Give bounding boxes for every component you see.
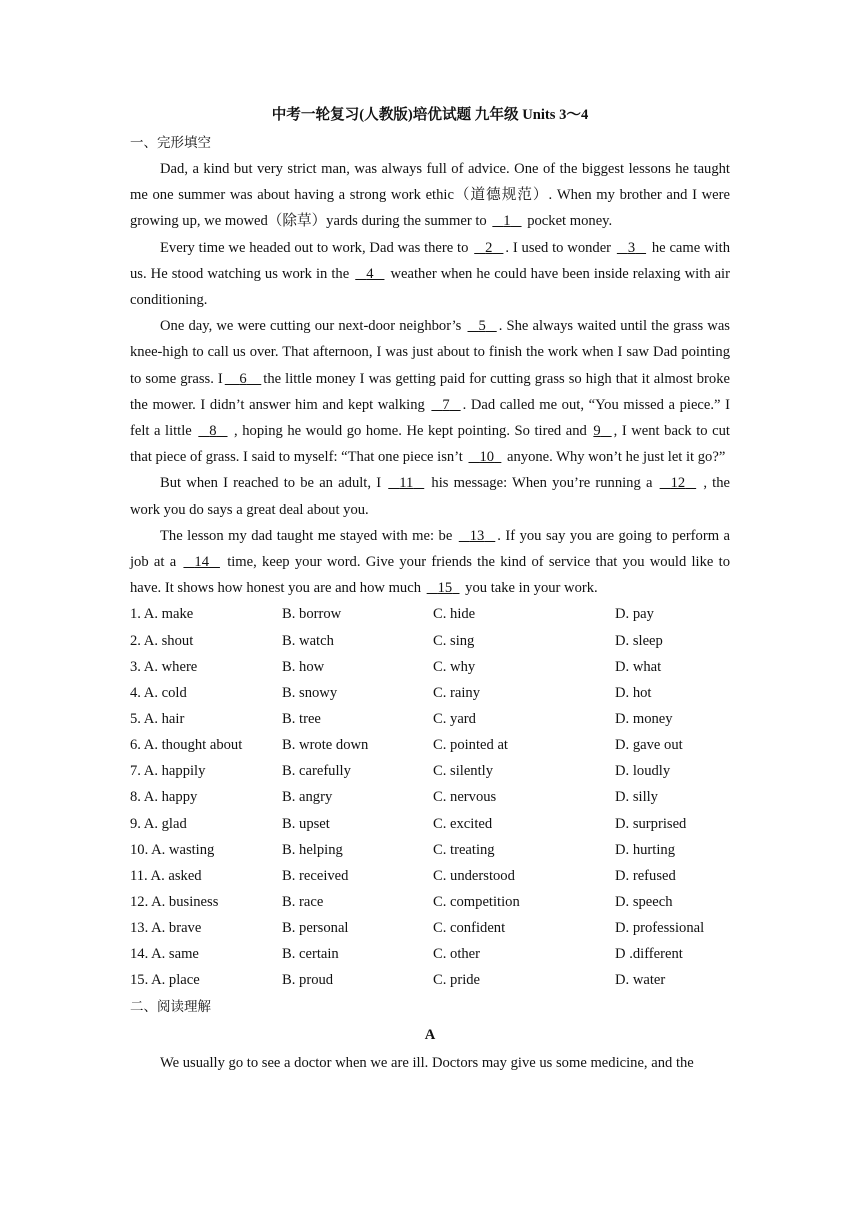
- option-15-c[interactable]: C. pride: [433, 972, 481, 989]
- blank-15[interactable]: 15: [437, 580, 453, 597]
- blank-13[interactable]: 13: [469, 527, 485, 544]
- blank-9[interactable]: 9: [593, 423, 601, 440]
- option-2-d[interactable]: D. sleep: [615, 632, 663, 649]
- blank-14[interactable]: 14: [194, 554, 209, 571]
- blank-2[interactable]: 2: [485, 239, 493, 256]
- blank-7[interactable]: 7: [442, 396, 450, 413]
- option-5-b[interactable]: B. tree: [282, 711, 321, 728]
- option-5-c[interactable]: C. yard: [433, 711, 476, 728]
- answer-options: [130, 601, 730, 993]
- option-4-d[interactable]: D. hot: [615, 684, 652, 701]
- blank-6[interactable]: 6: [239, 370, 247, 387]
- option-8-a[interactable]: 8. A. happy: [130, 789, 198, 806]
- option-8-c[interactable]: C. nervous: [433, 789, 497, 806]
- option-13-b[interactable]: B. personal: [282, 920, 349, 937]
- option-9-c[interactable]: C. excited: [433, 815, 493, 832]
- option-15-a[interactable]: 15. A. place: [130, 972, 200, 989]
- option-row: [130, 732, 730, 758]
- option-10-a[interactable]: 10. A. wasting: [130, 841, 215, 858]
- option-14-b[interactable]: B. certain: [282, 946, 339, 963]
- option-11-b[interactable]: B. received: [282, 867, 349, 884]
- option-10-b[interactable]: B. helping: [282, 841, 343, 858]
- option-6-a[interactable]: 6. A. thought about: [130, 737, 243, 754]
- passage-label: A: [424, 1026, 436, 1043]
- option-6-d[interactable]: D. gave out: [615, 737, 683, 754]
- option-7-d[interactable]: D. loudly: [615, 763, 671, 780]
- option-12-d[interactable]: D. speech: [615, 894, 673, 910]
- option-2-c[interactable]: C. sing: [433, 632, 475, 649]
- option-5-d[interactable]: D. money: [615, 711, 673, 728]
- paragraph-4: But when I reached to be an adult, I 11 his message: When you’re running a 12 , the work you do says a great deal about you.: [130, 470, 730, 522]
- option-row: [130, 967, 730, 993]
- blank-12[interactable]: 12: [670, 475, 686, 492]
- blank-4[interactable]: 4: [366, 265, 374, 282]
- option-14-d[interactable]: D .different: [615, 946, 683, 963]
- blank-3[interactable]: 3: [627, 239, 636, 256]
- option-7-c[interactable]: C. silently: [433, 763, 493, 780]
- option-8-b[interactable]: B. angry: [282, 789, 333, 806]
- option-13-d[interactable]: D. professional: [615, 920, 705, 937]
- option-4-a[interactable]: 4. A. cold: [130, 684, 187, 701]
- option-13-a[interactable]: 13. A. brave: [130, 920, 202, 937]
- option-5-a[interactable]: 5. A. hair: [130, 711, 185, 728]
- option-12-c[interactable]: C. competition: [433, 894, 520, 910]
- option-9-d[interactable]: D. surprised: [615, 815, 687, 832]
- paragraph-5: The lesson my dad taught me stayed with me: be 13 . If you say you are going to perform a job at a 14 time, keep your word. Give your friends the kind of service that you would like to have. It shows how honest you are and how much 15 you take in your work.: [130, 523, 730, 602]
- option-row: [130, 941, 730, 967]
- section-heading-reading: 二、阅读理解: [130, 998, 211, 1015]
- document-body: [130, 104, 730, 1076]
- option-row: [130, 837, 730, 863]
- option-11-a[interactable]: 11. A. asked: [130, 867, 202, 884]
- blank-10[interactable]: 10: [479, 449, 495, 466]
- option-4-c[interactable]: C. rainy: [433, 684, 481, 701]
- option-1-b[interactable]: B. borrow: [282, 606, 342, 623]
- option-15-b[interactable]: B. proud: [282, 972, 334, 989]
- option-7-a[interactable]: 7. A. happily: [130, 763, 206, 780]
- option-row: [130, 680, 730, 706]
- blank-1[interactable]: 1: [503, 213, 511, 230]
- option-14-c[interactable]: C. other: [433, 946, 481, 963]
- paragraph-reading-a: We usually go to see a doctor when we are ill. Doctors may give us some medicine, and the: [160, 1054, 694, 1071]
- option-4-b[interactable]: B. snowy: [282, 684, 338, 701]
- option-12-a[interactable]: 12. A. business: [130, 894, 219, 910]
- blank-8[interactable]: 8: [209, 423, 217, 440]
- option-8-d[interactable]: D. silly: [615, 789, 658, 806]
- paragraph-1: Dad, a kind but very strict man, was always full of advice. One of the biggest lessons he taught me one summer was about having a strong work ethic（道德规范）. When my brother and I were growing up, we mowed（除草）yards during the summer to 1 pocket money.: [130, 156, 730, 235]
- option-3-b[interactable]: B. how: [282, 658, 325, 675]
- option-1-c[interactable]: C. hide: [433, 606, 476, 623]
- option-3-a[interactable]: 3. A. where: [130, 658, 198, 675]
- option-3-c[interactable]: C. why: [433, 658, 476, 675]
- option-9-a[interactable]: 9. A. glad: [130, 815, 187, 832]
- option-15-d[interactable]: D. water: [615, 972, 666, 989]
- page-title: 中考一轮复习(人教版)培优试题 九年级 Units 3～4: [271, 107, 589, 123]
- paragraph-2: Every time we headed out to work, Dad was there to 2 . I used to wonder 3 he came with us. He stood watching us work in the 4 weather when he could have been inside relaxing with air conditioning.: [130, 235, 730, 314]
- option-row: [130, 706, 730, 732]
- blank-11[interactable]: 11: [399, 475, 414, 492]
- option-9-b[interactable]: B. upset: [282, 815, 330, 832]
- option-row: [130, 628, 730, 654]
- option-10-d[interactable]: D. hurting: [615, 841, 675, 858]
- option-13-c[interactable]: C. confident: [433, 920, 506, 937]
- option-6-b[interactable]: B. wrote down: [282, 737, 369, 754]
- paragraph-3: One day, we were cutting our next-door neighbor’s 5 . She always waited until the grass was knee-high to call us over. That afternoon, I was just about to finish the work when I saw Dad pointing to some grass. I 6 the little money I was getting paid for cutting grass so high that it almost broke the mower. I didn’t answer him and kept walking 7 . Dad called me out, “You missed a piece.” I felt a little 8 , hoping he would go home. He kept pointing. So tired and 9 , I went back to cut that piece of grass. I said to myself: “That one piece isn’t 10 anyone. Why won’t he just let it go?”: [130, 313, 730, 470]
- option-11-c[interactable]: C. understood: [433, 867, 515, 884]
- option-row: [130, 784, 730, 810]
- option-row: [130, 654, 730, 680]
- option-row: [130, 758, 730, 784]
- option-10-c[interactable]: C. treating: [433, 841, 495, 858]
- option-1-d[interactable]: D. pay: [615, 606, 654, 623]
- option-row: [130, 915, 730, 941]
- option-row: [130, 889, 730, 915]
- option-14-a[interactable]: 14. A. same: [130, 946, 199, 963]
- section-heading-cloze: 一、完形填空: [130, 135, 211, 151]
- option-row: [130, 863, 730, 889]
- option-3-d[interactable]: D. what: [615, 658, 662, 675]
- blank-5[interactable]: 5: [478, 318, 486, 335]
- option-12-b[interactable]: B. race: [282, 894, 324, 910]
- option-1-a[interactable]: 1. A. make: [130, 606, 194, 623]
- option-7-b[interactable]: B. carefully: [282, 763, 351, 780]
- option-11-d[interactable]: D. refused: [615, 867, 676, 884]
- option-2-b[interactable]: B. watch: [282, 632, 334, 649]
- option-6-c[interactable]: C. pointed at: [433, 737, 508, 754]
- option-row: [130, 811, 730, 837]
- option-2-a[interactable]: 2. A. shout: [130, 632, 194, 649]
- option-row: [130, 601, 730, 627]
